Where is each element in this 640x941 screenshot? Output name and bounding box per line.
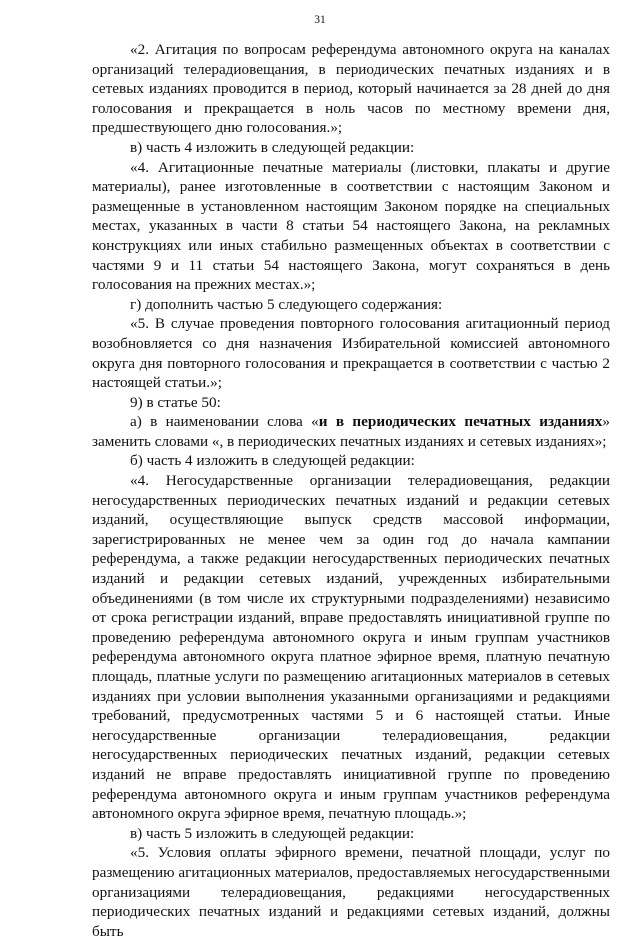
paragraph-part-5-new-text: «5. Условия оплаты эфирного времени, печатной площади, услуг по размещению агитационных материалов, предоставляемых негосударственными организациями телерадиовещания, редакциями негосударственных периодических печатных изданий и редакциями сетевых изданий, должны быть — [92, 844, 610, 940]
item-a-bold-phrase: и в периодических печатных изданиях — [318, 413, 603, 431]
paragraph-part-5-text: «5. В случае проведения повторного голосования агитационный период возобновляется со дня назначения Избирательной комиссией автономного округа дня повторного голосования и прекращается в соответствии с частью 2 настоящей статьи.»; — [92, 315, 610, 392]
paragraph-part-4-new-text: «4. Негосударственные организации телерадиовещания, редакции негосударственных периодических печатных изданий и редакции сетевых изданий, осуществляющие выпуск средств массовой информации, зарегистрированных не менее чем за один год до начала кампании референдума, а также редакции негосударственных периодических печатных изданий и редакции сетевых изданий, учрежденных избирательными объединениями (в том числе их структурными подразделениями) независимо от срока регистрации изданий, вправе предоставлять инициативной группе по проведению референдума автономного округа и иным группам участников референдума автономного округа платное эфирное время, платную печатную площадь, платные услуги по размещению агитационных материалов в сетевых изданиях при условии выполнения указанными организациями и редакциями требований, предусмотренных частями 5 и 6 настоящей статьи. Иные негосударственные организации телерадиовещания, редакции негосударственных периодических печатных изданий, редакции сетевых изданий не вправе предоставлять инициативной группе по проведению референдума автономного округа и иным группам участников референдума автономного округа эфирное время, печатную площадь.»; — [92, 472, 610, 823]
paragraph-part-2-text: «2. Агитация по вопросам референдума автономного округа на каналах организаций телерадиовещания, в периодических печатных изданиях и в сетевых изданиях проводится в период, который начинается за 28 дней до дня голосования и прекращается в ноль часов по местному времени дня, предшествующего дню голосования.»; — [92, 41, 610, 137]
paragraph-part-4-text: «4. Агитационные печатные материалы (листовки, плакаты и другие материалы), ранее изготовленные в соответствии с настоящим Законом и размещенные в установленном настоящим Законом порядке на специальных местах, указанных в части 8 статьи 54 настоящего Закона, на рекламных конструкциях или иных стабильно размещенных объектах в соответствии с частями 9 и 11 статьи 54 настоящего Закона, могут сохраняться в день голосования на прежних местах.»; — [92, 158, 610, 294]
document-body — [92, 40, 610, 941]
paragraph-article-50: 9) в статье 50: — [130, 393, 221, 411]
item-a-text-start: а) в наименовании слова « — [130, 413, 319, 431]
paragraph-item-a — [92, 412, 610, 451]
item-a-text-end: » заменить словами «, в периодических печатных изданиях и сетевых изданиях»; — [92, 413, 610, 450]
paragraph-item-v-2: в) часть 5 изложить в следующей редакции: — [130, 824, 415, 842]
paragraph-item-v: в) часть 4 изложить в следующей редакции: — [130, 138, 415, 156]
page-number: 31 — [314, 14, 326, 26]
paragraph-item-b: б) часть 4 изложить в следующей редакции: — [130, 452, 415, 470]
paragraph-item-g: г) дополнить частью 5 следующего содержания: — [130, 295, 443, 313]
